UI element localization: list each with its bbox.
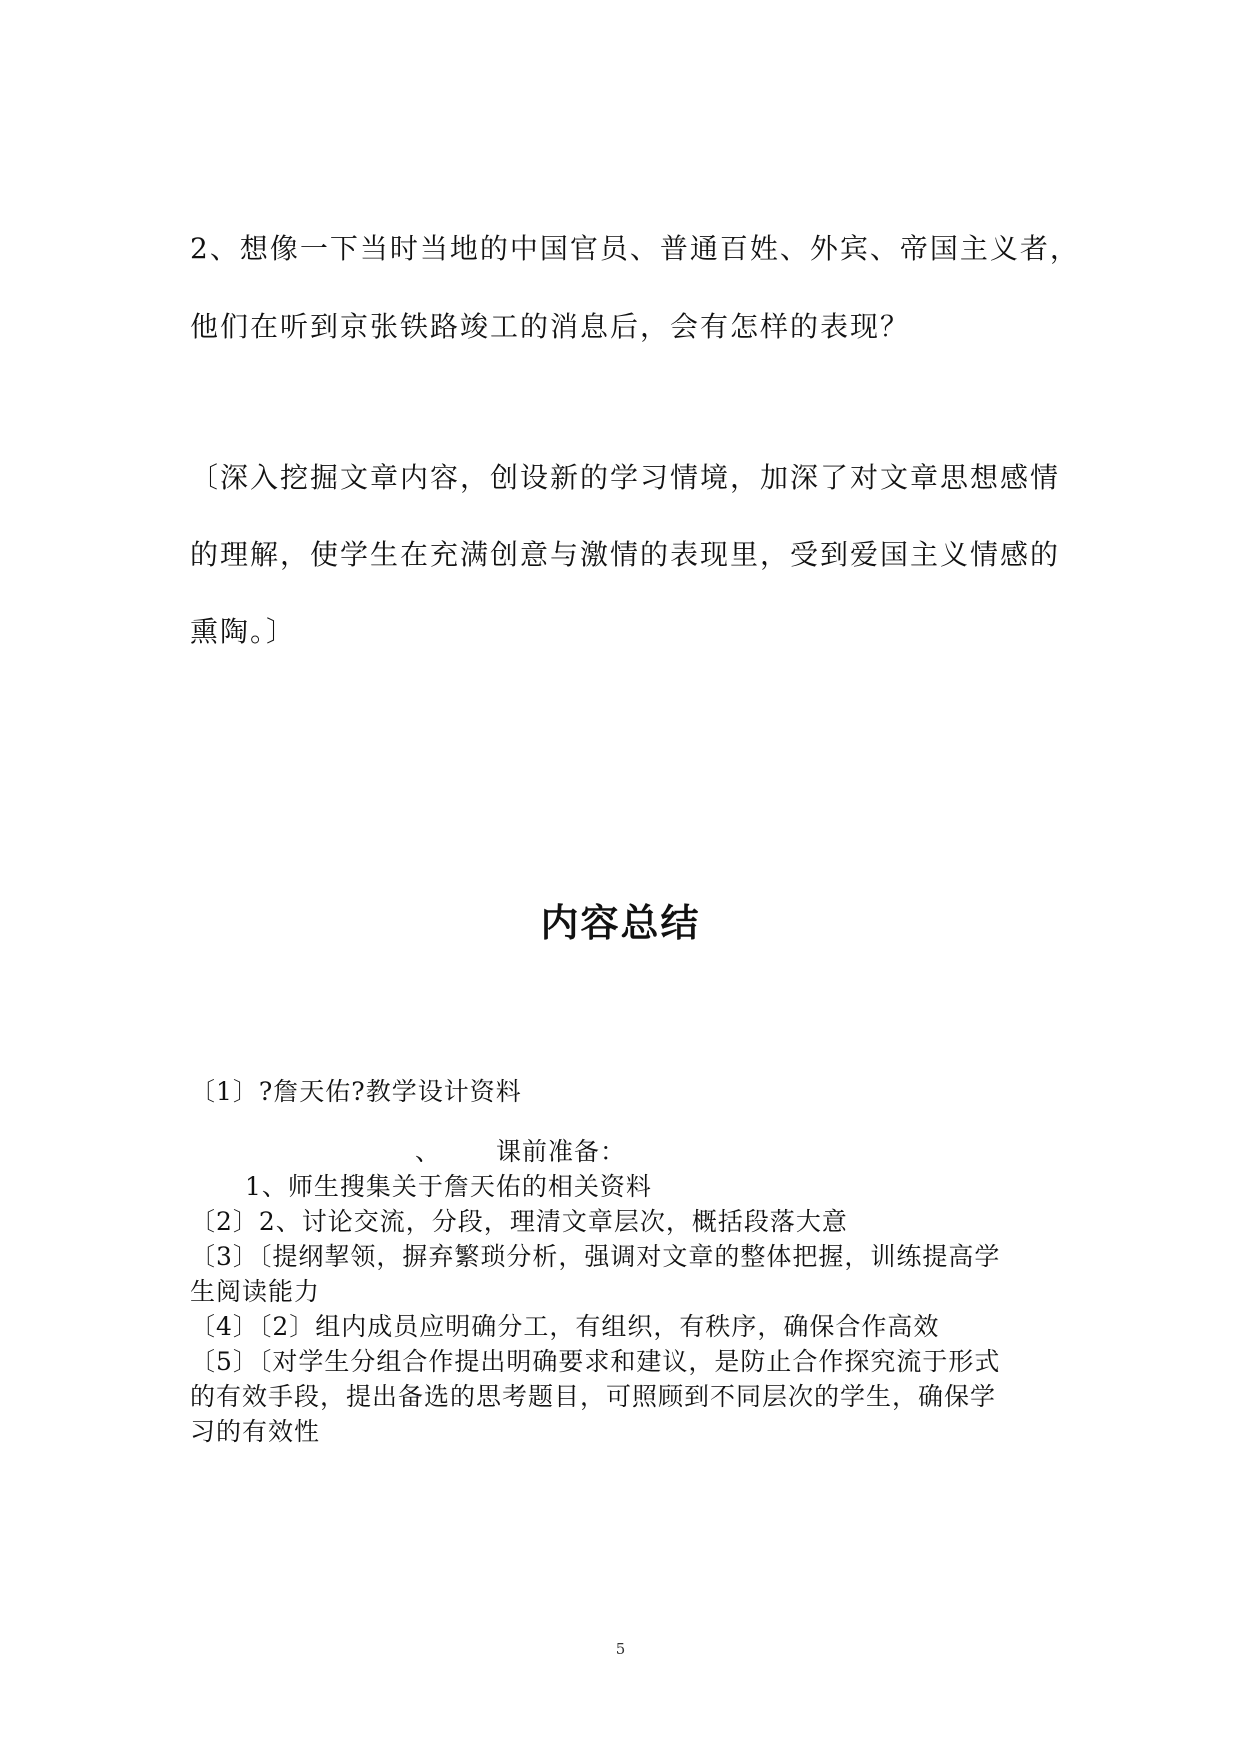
note-line-2: 的理解，使学生在充满创意与激情的表现里，受到爱国主义情感的 bbox=[190, 538, 1061, 571]
page-number: 5 bbox=[615, 1640, 626, 1658]
summary-item-4: 〔4〕〔2〕组内成员应明确分工，有组织，有秩序，确保合作高效 bbox=[190, 1312, 940, 1341]
summary-item-5-line-3: 习的有效性 bbox=[190, 1417, 321, 1446]
question-line-1: 2、想像一下当时当地的中国官员、普通百姓、外宾、帝国主义者， bbox=[190, 232, 1080, 265]
question-line-2: 他们在听到京张铁路竣工的消息后，会有怎样的表现？ bbox=[190, 310, 911, 343]
summary-item-2: 〔2〕2、讨论交流，分段，理清文章层次，概括段落大意 bbox=[190, 1207, 848, 1236]
summary-heading: 内容总结 bbox=[540, 901, 701, 945]
prep-item-1: 1、师生搜集关于詹天佑的相关资料 bbox=[245, 1172, 652, 1201]
summary-item-5-line-1: 〔5〕〔对学生分组合作提出明确要求和建议，是防止合作探究流于形式 bbox=[190, 1347, 1001, 1376]
prep-mark: 、 bbox=[415, 1137, 442, 1166]
summary-item-1: 〔1〕?詹天佑?教学设计资料 bbox=[190, 1077, 522, 1106]
summary-item-3-line-1: 〔3〕〔提纲挈领，摒弃繁琐分析，强调对文章的整体把握，训练提高学 bbox=[190, 1242, 1001, 1271]
note-line-1: 〔深入挖掘文章内容，创设新的学习情境，加深了对文章思想感情 bbox=[190, 461, 1061, 494]
prep-label: 课前准备： bbox=[496, 1137, 627, 1166]
summary-item-3-line-2: 生阅读能力 bbox=[190, 1277, 321, 1306]
note-line-3: 熏陶。〕 bbox=[190, 615, 297, 648]
summary-item-5-line-2: 的有效手段，提出备选的思考题目，可照顾到不同层次的学生，确保学 bbox=[190, 1382, 997, 1411]
